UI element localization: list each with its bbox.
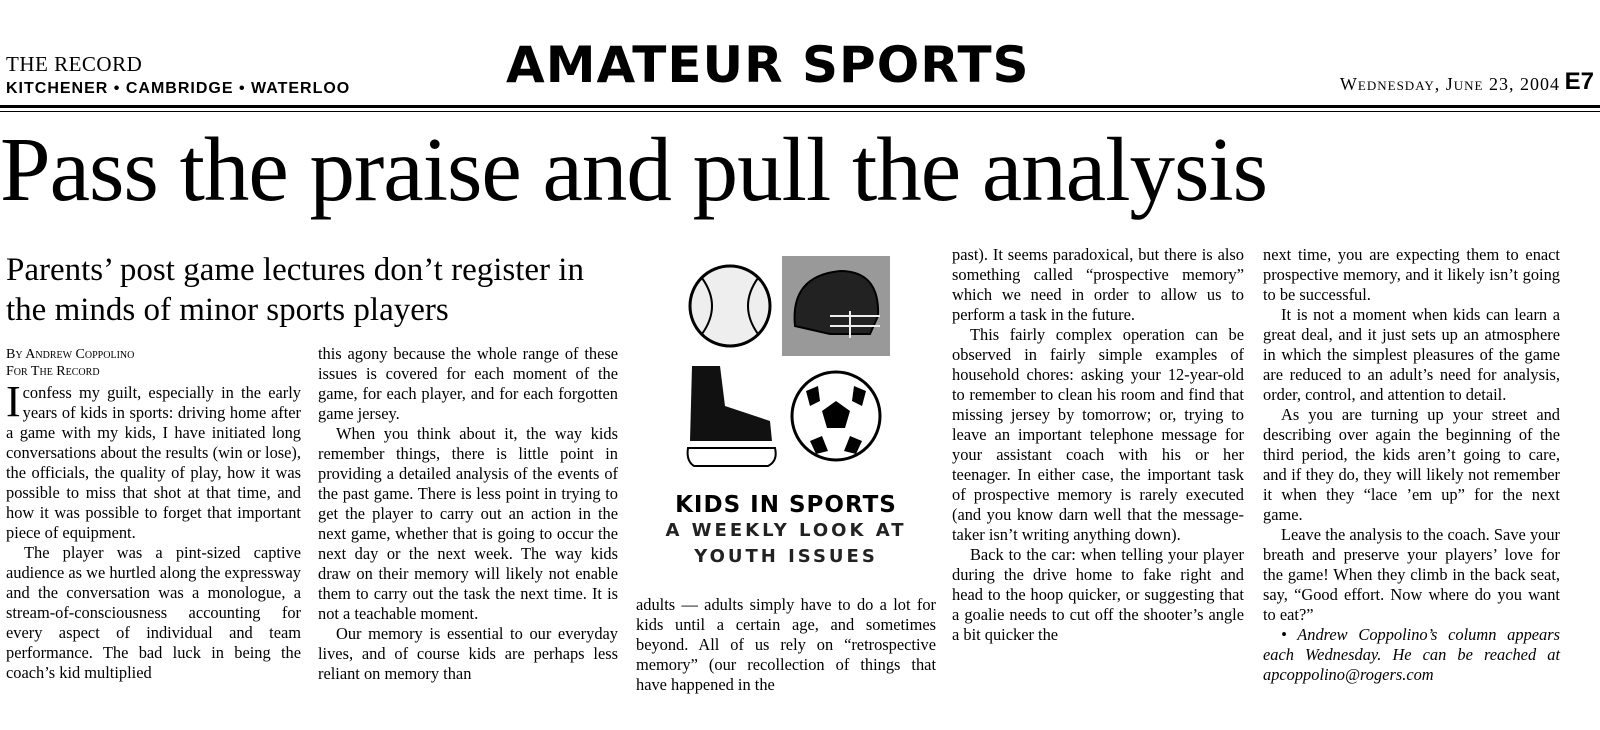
paragraph: past). It seems paradoxical, but there is also something called “prospective memory” which we need in order to allow us to perform a task in the future. — [952, 245, 1244, 324]
page-number: E7 — [1564, 68, 1594, 95]
football-helmet-icon — [782, 256, 890, 356]
section-title: AMATEUR SPORTS — [506, 36, 1030, 94]
headline: Pass the praise and pull the analysis — [0, 119, 1268, 220]
paragraph: As you are turning up your street and describing over again the beginning of the third period, the kids aren’t going to care, and if they do, they will likely not remember it when they “lace ’em up” for the next game. — [1263, 405, 1560, 524]
paragraph: It is not a moment when kids can learn a great deal, and it just sets up an atmosphere in which the simplest pleasures of the game are reduced to an adult’s need for analysis, order, control, and attention to detail. — [1263, 305, 1560, 404]
soccer-ball-icon — [782, 360, 890, 476]
paragraph: The player was a pint-sized captive audience as we hurtled along the expressway and the conversation was a monologue, a stream-of-consciousness accounting for every aspect of individual and team performance. The bad luck in being the coach’s kid multiplied — [6, 543, 301, 682]
dateline: Wednesday, June 23, 2004 — [1339, 74, 1560, 94]
paragraph: When you think about it, the way kids remember things, there is little point in providing a detailed analysis of the events of the past game. There is less point in trying to get the player to carry out an action in the next game, whether that is going to occur the next day or the next week. The way kids draw on their memory will likely not enable them to carry out the task the next time. It is not a teachable moment. — [318, 424, 618, 623]
ice-skate-icon — [680, 360, 778, 476]
byline — [6, 346, 134, 380]
baseball-icon — [680, 256, 778, 356]
paragraph-text: confess my guilt, especially in the early years of kids in sports: driving home after a game with my kids, I have initiated long conversations about the results (win or lose), the officials, the quality of play, how it was possible to miss that shot at that time, and how it was possible to forget that important piece of equipment. — [6, 383, 301, 542]
sports-graphic — [680, 256, 890, 476]
newspaper-name: THE RECORD — [6, 52, 143, 76]
kicker-subtitle-line1: A WEEKLY LOOK AT — [665, 520, 907, 541]
byline-author: By Andrew Coppolino — [6, 347, 135, 362]
paragraph: Back to the car: when telling your player during the drive home to fake right and head to the hoop quicker, or suggesting that a goalie needs to cut off the shooter’s angle a bit quicker the — [952, 545, 1244, 644]
paragraph — [6, 377, 301, 543]
masthead-rule — [0, 105, 1600, 108]
feature-kicker — [636, 492, 936, 570]
drop-cap: I — [6, 377, 21, 426]
article-column-2 — [318, 344, 618, 684]
paragraph: Our memory is essential to our everyday lives, and of course kids are perhaps less reliant on memory than — [318, 624, 618, 683]
article-column-5 — [1263, 245, 1560, 685]
article-column-4 — [952, 245, 1244, 645]
kicker-subtitle-line2: YOUTH ISSUES — [694, 546, 878, 567]
paragraph: this agony because the whole range of these issues is covered for each moment of the game, for each player, and for each forgotten game jersey. — [318, 344, 618, 423]
byline-source: For The Record — [6, 364, 100, 379]
masthead-rule-thin — [0, 111, 1600, 112]
author-tagline: • Andrew Coppolino’s column appears each Wednesday. He can be reached at apcoppolino@rogers.com — [1263, 625, 1560, 684]
article-column-3 — [636, 595, 936, 695]
kicker-title: KIDS IN SPORTS — [675, 492, 897, 518]
paragraph: next time, you are expecting them to enact prospective memory, and it likely isn’t going to be successful. — [1263, 245, 1560, 304]
paragraph: adults — adults simply have to do a lot for kids until a certain age, and sometimes beyond. All of us rely on “retrospective memory” (our recollection of things that have happened in the — [636, 595, 936, 694]
paragraph: This fairly complex operation can be observed in fairly simple examples of household chores: asking your 12-year-old to remember to clean his room and find that missing jersey by tomorrow; or, trying to leave an important telephone message for your assistant coach with his or her teenager. In either case, the important task of prospective memory is rarely executed (and you know darn well that the message-taker isn’t writing anything down). — [952, 325, 1244, 544]
paragraph: Leave the analysis to the coach. Save your breath and preserve your players’ love for the game! When they climb in the back seat, say, “Good effort. Now where do you want to eat?” — [1263, 525, 1560, 624]
deck: Parents’ post game lectures don’t register in the minds of minor sports players — [6, 252, 584, 328]
article-column-1 — [6, 377, 301, 683]
masthead-cities: KITCHENER • CAMBRIDGE • WATERLOO — [6, 80, 351, 97]
